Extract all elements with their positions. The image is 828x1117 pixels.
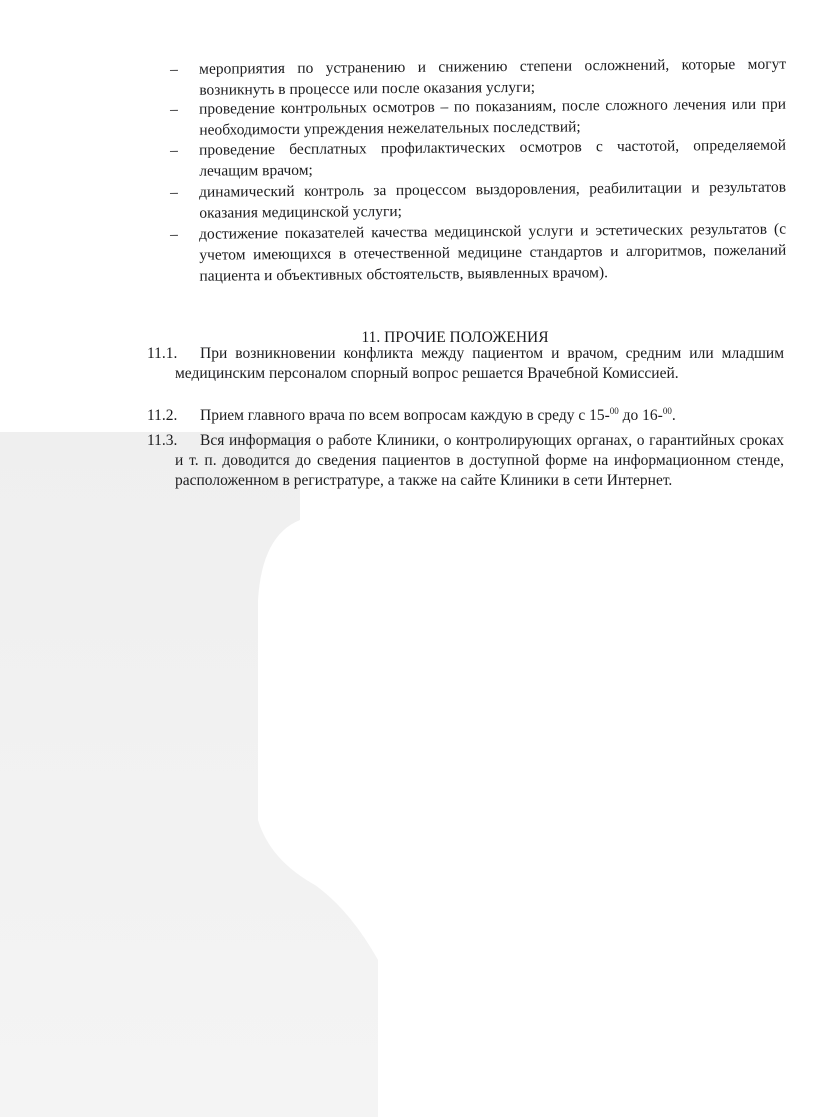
list-dash: – — [170, 100, 178, 118]
clause-text-part: до 16- — [618, 407, 663, 424]
clause-text: При возникновении конфликта между пациентом и врачом, средним или младшим медицинским персоналом спорный вопрос решается Врачебной Комиссией. — [175, 345, 784, 382]
clause-text-part: Прием главного врача по всем вопросам каждую в среду с 15- — [200, 407, 610, 424]
clause-11-2 — [147, 406, 784, 426]
list-dash: – — [170, 60, 178, 78]
time-superscript: 00 — [609, 405, 619, 416]
list-item — [170, 94, 786, 141]
clause-text — [175, 406, 784, 426]
clause-11-3 — [147, 431, 784, 491]
list-item-text: динамический контроль за процессом выздоровления, реабилитации и результатов оказания медицинской услуги; — [199, 178, 787, 222]
clause-text-part: . — [671, 407, 676, 424]
list-item-text: достижение показателей качества медицинской услуги и эстетических результатов (с учетом имеющихся в отечественной медицине стандартов и алгоритмов, пожеланий пациента и объективных обстоятельств, выявленных врачом). — [199, 220, 787, 285]
list-item-text: мероприятия по устранению и снижению степени осложнений, которые могут возникнуть в процессе или после оказания услуги; — [199, 55, 787, 99]
clause-11-1 — [147, 344, 784, 384]
list-dash: – — [170, 183, 178, 201]
list-dash: – — [170, 225, 178, 243]
clause-number: 11.2. — [147, 407, 178, 424]
list-item — [170, 219, 787, 287]
list-item-text: проведение контрольных осмотров – по показаниям, после сложного лечения или при необходимости упреждения нежелательных последствий; — [199, 95, 787, 139]
list-item — [170, 177, 786, 224]
section-heading: 11. ПРОЧИЕ ПОЛОЖЕНИЯ — [361, 329, 549, 346]
clause-text: Вся информация о работе Клиники, о контролирующих органах, о гарантийных сроках и т. п. доводится до сведения пациентов в доступной форме на информационном стенде, расположенном в регистратуре, а также на сайте Клиники в сети Интернет. — [175, 432, 784, 489]
time-superscript: 00 — [662, 405, 672, 416]
list-item — [170, 135, 786, 182]
list-item-text: проведение бесплатных профилактических осмотров с частотой, определяемой лечащим врачом; — [199, 136, 787, 180]
clause-number: 11.1. — [147, 345, 178, 362]
list-dash: – — [170, 141, 178, 159]
clause-number: 11.3. — [147, 432, 178, 449]
